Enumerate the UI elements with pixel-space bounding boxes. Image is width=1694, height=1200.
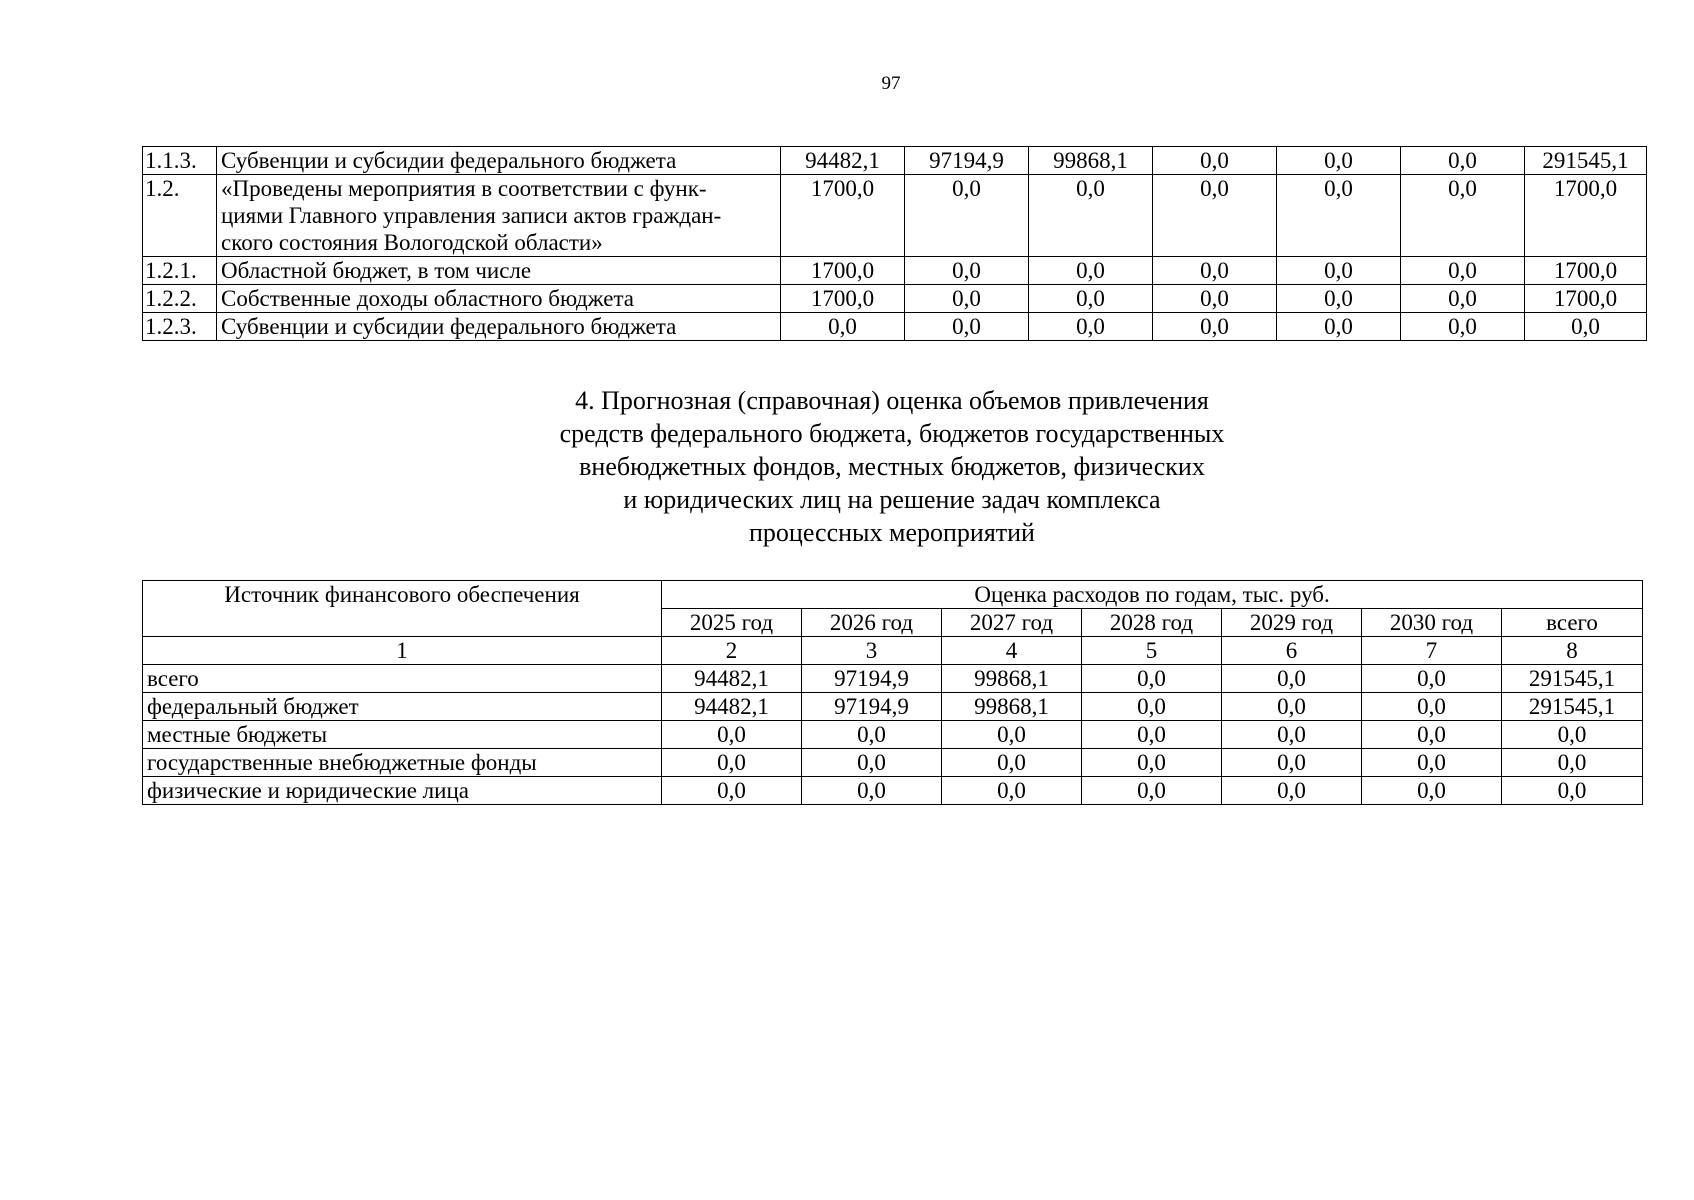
value-cell: 0,0 [1082,693,1222,721]
row-name-line: Областной бюджет, в том числе [221,258,532,283]
source-name: государственные внебюджетные фонды [143,749,662,777]
page-number: 97 [881,73,901,94]
row-number: 1.2.1. [143,257,217,285]
value-cell: 97194,9 [802,693,942,721]
row-name-line: Субвенции и субсидии федерального бюджета [221,148,677,173]
row-number: 1.1.3. [143,147,217,175]
value-cell: 291545,1 [1502,665,1643,693]
value-cell: 0,0 [942,721,1082,749]
value-cell: 0,0 [1222,665,1362,693]
value-cell: 97194,9 [802,665,942,693]
section-heading-line: и юридических лиц на решение задач комплекса [623,485,1161,514]
source-name: всего [143,665,662,693]
table-row [143,285,1647,313]
value-cell: 0,0 [1525,313,1647,341]
column-number: 7 [1362,637,1502,665]
table-row [143,749,1643,777]
funding-table-continued [142,146,1647,341]
row-number: 1.2. [143,175,217,257]
value-cell: 99868,1 [942,693,1082,721]
value-cell: 0,0 [1401,175,1525,257]
section-heading-line: процессных мероприятий [749,518,1035,547]
value-cell: 0,0 [802,749,942,777]
year-header: 2030 год [1362,609,1502,637]
year-header: 2029 год [1222,609,1362,637]
section-heading-line: внебюджетных фондов, местных бюджетов, физических [579,452,1205,481]
value-cell: 0,0 [1362,721,1502,749]
row-name-line: Субвенции и субсидии федерального бюджета [221,314,677,339]
value-cell: 97194,9 [905,147,1029,175]
source-header: Источник финансового обеспечения [143,581,662,637]
value-cell: 1700,0 [781,285,905,313]
value-cell: 0,0 [781,313,905,341]
value-cell: 94482,1 [781,147,905,175]
table-row [143,147,1647,175]
table-row [143,721,1643,749]
value-cell: 0,0 [1082,777,1222,805]
value-cell: 0,0 [1401,257,1525,285]
source-name: федеральный бюджет [143,693,662,721]
value-cell: 1700,0 [1525,257,1647,285]
forecast-table-body [143,581,1643,805]
section-heading-line: 4. Прогнозная (справочная) оценка объемов привлечения [575,386,1209,415]
column-number: 8 [1502,637,1643,665]
value-cell: 0,0 [662,749,802,777]
value-cell: 0,0 [1277,285,1401,313]
value-cell: 99868,1 [1029,147,1153,175]
column-number: 5 [1082,637,1222,665]
value-cell: 0,0 [1029,313,1153,341]
value-cell: 0,0 [1277,147,1401,175]
value-cell: 0,0 [662,777,802,805]
row-name-line: «Проведены мероприятия в соответствии с функ- [221,176,707,201]
value-cell: 0,0 [1222,693,1362,721]
value-cell: 0,0 [905,285,1029,313]
value-cell: 0,0 [1362,777,1502,805]
column-number: 2 [662,637,802,665]
value-cell: 291545,1 [1502,693,1643,721]
value-cell: 0,0 [1082,721,1222,749]
row-name [217,313,781,341]
row-name-line: циями Главного управления записи актов граждан- [221,203,722,228]
source-name: местные бюджеты [143,721,662,749]
estimate-header: Оценка расходов по годам, тыс. руб. [662,581,1643,609]
value-cell: 0,0 [1029,285,1153,313]
table-row [143,175,1647,257]
value-cell: 1700,0 [1525,285,1647,313]
funding-table-body [143,147,1647,341]
value-cell: 1700,0 [1525,175,1647,257]
row-name [217,285,781,313]
table-row [143,313,1647,341]
section-heading-line: средств федерального бюджета, бюджетов государственных [559,419,1225,448]
row-name [217,175,781,257]
row-name-line: ского состояния Вологодской области» [221,230,603,255]
value-cell: 94482,1 [662,665,802,693]
value-cell: 0,0 [1153,257,1277,285]
column-number: 1 [143,637,662,665]
row-number: 1.2.2. [143,285,217,313]
value-cell: 0,0 [1153,313,1277,341]
value-cell: 0,0 [1082,665,1222,693]
year-header: 2028 год [1082,609,1222,637]
value-cell: 0,0 [1029,257,1153,285]
year-header: всего [1502,609,1643,637]
value-cell: 0,0 [1502,777,1643,805]
value-cell: 0,0 [1153,175,1277,257]
forecast-table [142,580,1643,805]
table-row [143,693,1643,721]
value-cell: 0,0 [1401,285,1525,313]
value-cell: 291545,1 [1525,147,1647,175]
table-row [143,665,1643,693]
value-cell: 0,0 [1362,693,1502,721]
value-cell: 0,0 [1502,721,1643,749]
column-number: 4 [942,637,1082,665]
value-cell: 0,0 [1222,749,1362,777]
value-cell: 0,0 [1362,665,1502,693]
value-cell: 94482,1 [662,693,802,721]
value-cell: 0,0 [1153,147,1277,175]
value-cell: 1700,0 [781,257,905,285]
value-cell: 0,0 [905,175,1029,257]
value-cell: 0,0 [942,749,1082,777]
value-cell: 0,0 [905,257,1029,285]
column-number: 3 [802,637,942,665]
value-cell: 0,0 [1029,175,1153,257]
column-number-row [143,637,1643,665]
value-cell: 0,0 [1277,257,1401,285]
value-cell: 0,0 [1401,313,1525,341]
table-row [143,777,1643,805]
value-cell: 0,0 [942,777,1082,805]
value-cell: 0,0 [1277,175,1401,257]
header-row [143,581,1643,609]
table-row [143,257,1647,285]
year-header: 2025 год [662,609,802,637]
value-cell: 0,0 [1222,721,1362,749]
value-cell: 0,0 [662,721,802,749]
value-cell: 0,0 [1082,749,1222,777]
value-cell: 0,0 [802,777,942,805]
row-name [217,147,781,175]
source-name: физические и юридические лица [143,777,662,805]
value-cell: 0,0 [905,313,1029,341]
column-number: 6 [1222,637,1362,665]
value-cell: 0,0 [1277,313,1401,341]
section-heading [142,384,1642,549]
row-name [217,257,781,285]
value-cell: 0,0 [1153,285,1277,313]
value-cell: 0,0 [1362,749,1502,777]
value-cell: 0,0 [1222,777,1362,805]
row-number: 1.2.3. [143,313,217,341]
value-cell: 0,0 [1502,749,1643,777]
value-cell: 1700,0 [781,175,905,257]
value-cell: 99868,1 [942,665,1082,693]
year-header: 2026 год [802,609,942,637]
value-cell: 0,0 [1401,147,1525,175]
row-name-line: Собственные доходы областного бюджета [221,286,635,311]
value-cell: 0,0 [802,721,942,749]
year-header: 2027 год [942,609,1082,637]
